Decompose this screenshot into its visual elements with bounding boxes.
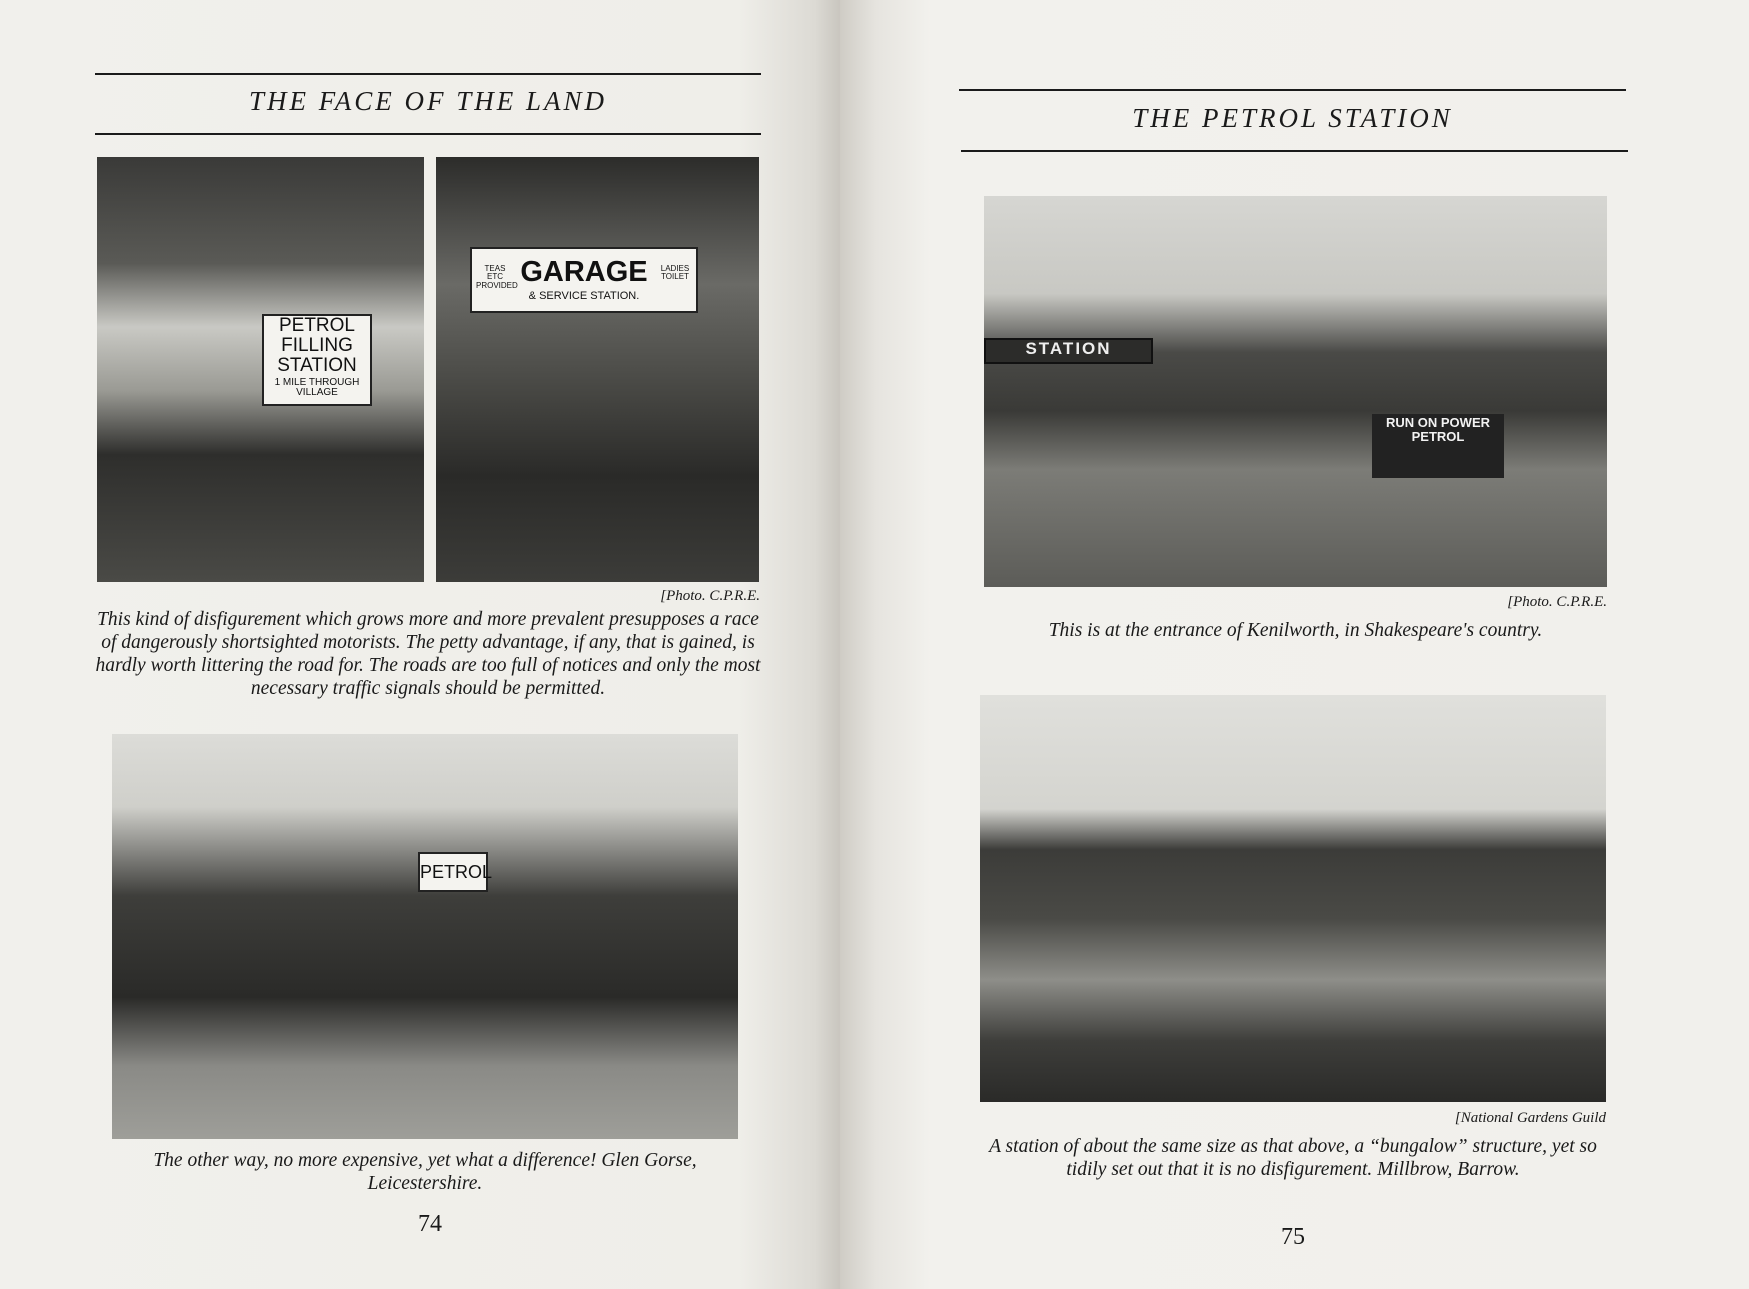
photo-credit: [National Gardens Guild	[1454, 1110, 1606, 1126]
sign-subtext: 1 MILE THROUGH VILLAGE	[274, 376, 360, 399]
right-page	[840, 0, 1749, 1289]
caption: This is at the entrance of Kenilworth, in Shakespeare's country.	[1048, 620, 1543, 641]
header-rule-bottom	[95, 133, 761, 135]
sign-subtext: & SERVICE STATION.	[528, 290, 640, 302]
sign-text: TEAS ETC PROVIDED	[476, 264, 518, 290]
page-number: 75	[1281, 1224, 1305, 1250]
sign-text: GARAGE	[520, 256, 648, 288]
caption: The other way, no more expensive, yet what a difference! Glen Gorse, Leicestershire.	[153, 1150, 697, 1194]
photo-kenilworth-station	[984, 196, 1607, 587]
photo-millbrow-barrow-station	[980, 695, 1606, 1102]
photo-glen-gorse-station	[112, 734, 738, 1139]
photo-credit: [Photo. C.P.R.E.	[1507, 594, 1607, 610]
photo-garage-sign	[436, 157, 759, 582]
running-head: THE FACE OF THE LAND	[248, 86, 608, 116]
left-page	[0, 0, 840, 1289]
running-head: THE PETROL STATION	[1132, 103, 1453, 133]
page-number: 74	[418, 1211, 442, 1237]
photo-sign: PETROL	[418, 852, 488, 892]
caption: This kind of disfigurement which grows more and more prevalent presupposes a race of dangerously shortsighted motorists. The petty advantage, if any, that is gained, is hardly worth littering the road for. The roads are too full of notices and only the most necessary traffic signals should be permitted.	[95, 609, 761, 699]
sign-text: LADIES TOILET	[660, 264, 690, 282]
header-rule-top	[95, 73, 761, 75]
sign-text: PETROL FILLING STATION	[277, 315, 357, 376]
photo-credit: [Photo. C.P.R.E.	[660, 588, 760, 604]
photo-sign: STATION	[984, 338, 1153, 364]
header-rule-bottom	[961, 150, 1628, 152]
photo-petrol-filling-station-sign	[97, 157, 424, 582]
header-rule-top	[959, 89, 1626, 91]
photo-sign	[470, 247, 698, 313]
caption: A station of about the same size as that above, a “bungalow” structure, yet so tidily set out that it is no disfigurement. Millbrow, Barrow.	[989, 1136, 1597, 1180]
photo-sign: RUN ON POWER PETROL	[1372, 414, 1504, 478]
photo-sign	[262, 314, 372, 406]
